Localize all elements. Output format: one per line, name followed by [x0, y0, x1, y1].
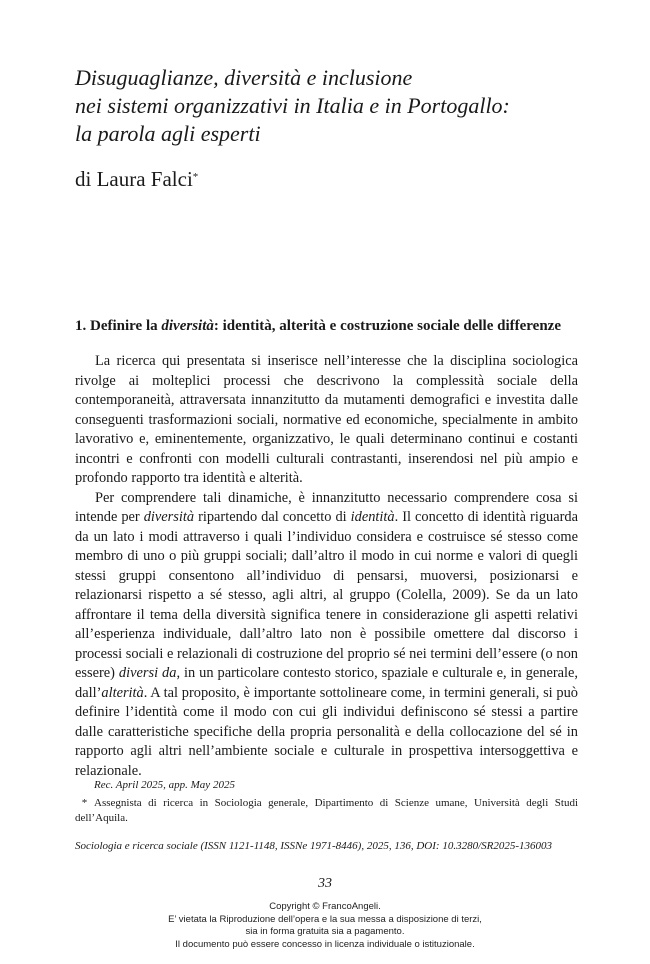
copyright-line: sia in forma gratuita sia a pagamento.	[245, 926, 405, 937]
copyright-line: Copyright © FrancoAngeli.	[269, 901, 381, 912]
emphasis: alterità	[101, 684, 144, 701]
journal-citation: Sociologia e ricerca sociale (ISSN 1121-1148, ISSNe 1971-8446), 2025, 136, DOI: 10.3280/SR2025-136003	[75, 840, 553, 852]
emphasis: identità	[350, 509, 395, 525]
text-run: . A tal proposito, è importante sottolineare come, in termini generali, si può definire l’identità come il modo con cui gli individui definiscono sé stessi a partire dalle caratteristiche specifiche della propria personalità e della collocazione del sé in rapporto agli altri nell’ambiente sociale e culturale in prospettiva intersoggettiva e relazionale.	[75, 684, 578, 779]
text-run: , in un particolare contesto storico, spaziale e culturale e, in generale, dall’	[75, 665, 579, 701]
author-name: di Laura Falci	[75, 167, 193, 191]
body-text	[75, 352, 578, 781]
section-heading-prefix: 1. Definire la	[75, 318, 162, 334]
footnote-mark: *	[81, 797, 88, 809]
article-title	[75, 64, 595, 148]
text-run: . Il concetto di identità riguarda da un lato i modi attraverso i quali l’individuo considera e costruisce sé stesso come membro di uno o più gruppi sociali; dall’altro il modo in cui norme e valori di quegli stessi gruppi consentono all’individuo di pensarsi, muoversi, posizionarsi e relazionarsi rispetto a sé stesso, agli altri, al gruppo (Colella, 2009). Se da un lato affrontare il tema della diversità significa tenere in considerazione gli aspetti relativi all’esperienza individuale, dall’altro lato non è possibile omettere dal discorso i processi sociali e relazionali di costruzione del proprio sé nei termini dell’essere (o non essere)	[75, 509, 578, 681]
copyright-notice	[0, 901, 650, 951]
paragraph: La ricerca qui presentata si inserisce nell’interesse che la disciplina sociologica rivolge ai molteplici processi che descrivono la complessità sociale della contemporaneità, attraversata innanzitutto da mutamenti demografici e investita dalle conseguenti trasformazioni sociali, normative ed economiche, specialmente in ambito lavorativo e, eminentemente, organizzativo, le quali determinano continui e costanti incontri e confronti con modelli culturali contrastanti, inserendosi nel più ampio e profondo rapporto tra identità e alterità.	[75, 353, 578, 486]
title-line: Disuguaglianze, diversità e inclusione	[75, 65, 413, 90]
copyright-line: E’ vietata la Riproduzione dell’opera e la sua messa a disposizione di terzi,	[168, 913, 482, 925]
author-footnote-mark: *	[192, 171, 199, 183]
text-run: ripartendo dal concetto di	[194, 509, 351, 525]
emphasis: diversità	[143, 509, 195, 525]
section-heading-emphasis: diversità	[161, 318, 214, 334]
emphasis: diversi da	[118, 665, 177, 681]
section-heading	[75, 316, 580, 336]
page-number: 33	[318, 876, 332, 891]
footnote	[75, 796, 578, 826]
title-line: nei sistemi organizzativi in Italia e in Portogallo:	[75, 93, 510, 118]
section-heading-suffix: : identità, alterità e costruzione sociale delle differenze	[213, 318, 561, 334]
title-line: la parola agli esperti	[75, 121, 261, 146]
footnote-text: Assegnista di ricerca in Sociologia generale, Dipartimento di Scienze umane, Università degli Studi dell’Aquila.	[75, 797, 578, 824]
copyright-line: Il documento può essere concesso in licenza individuale o istituzionale.	[175, 938, 475, 950]
received-dates: Rec. April 2025, app. May 2025	[94, 779, 235, 791]
paragraph	[75, 489, 578, 782]
author-byline	[75, 166, 198, 192]
text-run: Per comprendere tali dinamiche, è innanzitutto necessario comprendere cosa si intende per	[75, 489, 578, 525]
